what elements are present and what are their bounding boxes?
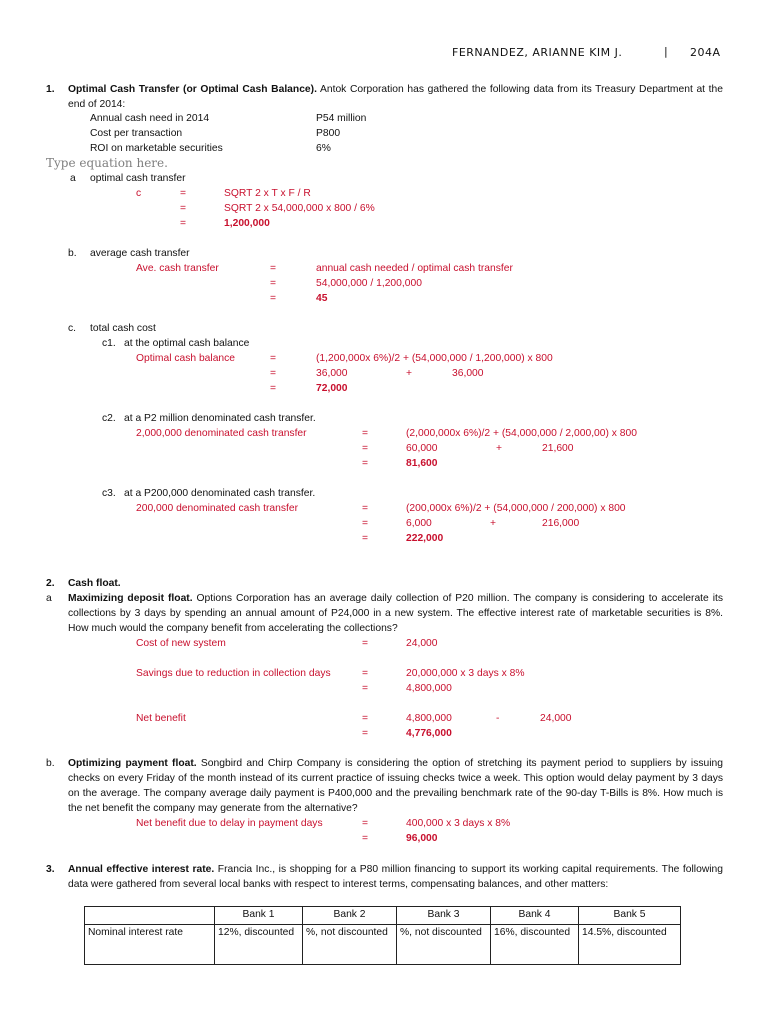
equals-sign: =	[270, 263, 277, 274]
table-header-cell: Bank 5	[579, 907, 681, 925]
q1-number: 1.	[46, 84, 55, 95]
plus-sign: +	[406, 368, 413, 379]
q1c-letter: c.	[68, 323, 77, 334]
table-cell: Nominal interest rate	[85, 925, 215, 965]
q1a-variable: c	[136, 188, 142, 199]
q2b-text: Songbird and Chirp Company is considering the option of stretching its payment period to suppliers by issuing checks on every Friday of the month instead of its current practice of issuing checks twice a week. This option would delay payment by 3 days on the average. The company average daily payment is P400,000 and the prevailing benchmark rate of the 90-day T-Bills is 8%. How much is the net benefit the company may generate from the alternative?	[68, 758, 723, 814]
plus-sign: +	[490, 518, 497, 529]
net-benefit-result: 4,776,000	[406, 728, 452, 739]
equals-sign: =	[180, 188, 187, 199]
given-value: P800	[316, 128, 341, 139]
q2b-letter: b.	[46, 758, 55, 769]
q1a-formula: SQRT 2 x T x F / R	[224, 188, 311, 199]
c3-formula: (200,000x 6%)/2 + (54,000,000 / 200,000) x 800	[406, 503, 626, 514]
q1-paragraph	[68, 82, 723, 112]
c1-number: c1.	[102, 338, 116, 349]
table-header-cell: Bank 4	[491, 907, 579, 925]
net-benefit-value-2: 24,000	[540, 713, 572, 724]
savings-value: 4,800,000	[406, 683, 452, 694]
c1-variable: Optimal cash balance	[136, 353, 236, 364]
q2-number: 2.	[46, 578, 55, 589]
q1b-result: 45	[316, 293, 328, 304]
table-header-cell: Bank 3	[397, 907, 491, 925]
equals-sign: =	[362, 713, 369, 724]
equals-sign: =	[270, 293, 277, 304]
table-cell: %, not discounted	[397, 925, 491, 965]
q1c-label: total cash cost	[90, 323, 156, 334]
q1a-substitution: SQRT 2 x 54,000,000 x 800 / 6%	[224, 203, 375, 214]
q3-text: Francia Inc., is shopping for a P80 million financing to support its working capital requirements. The following data were gathered from several local banks with respect to interest terms, compensating balances, and other matters:	[68, 864, 724, 890]
table-cell: %, not discounted	[303, 925, 397, 965]
given-label: ROI on marketable securities	[90, 143, 223, 154]
c3-number: c3.	[102, 488, 116, 499]
table-header-cell: Bank 1	[215, 907, 303, 925]
c2-number: c2.	[102, 413, 116, 424]
c1-formula: (1,200,000x 6%)/2 + (54,000,000 / 1,200,000) x 800	[316, 353, 553, 364]
equals-sign: =	[270, 368, 277, 379]
q2a-paragraph	[68, 591, 723, 636]
equals-sign: =	[362, 518, 369, 529]
q1b-formula: annual cash needed / optimal cash transfer	[316, 263, 513, 274]
savings-formula: 20,000,000 x 3 days x 8%	[406, 668, 525, 679]
equals-sign: =	[362, 458, 369, 469]
q1-text: Antok Corporation has gathered the following data from its Treasury Department at the end of 2014:	[68, 84, 723, 110]
c3-variable: 200,000 denominated cash transfer	[136, 503, 299, 514]
c2-label: at a P2 million denominated cash transfer.	[124, 413, 316, 424]
net-benefit-label: Net benefit	[136, 713, 186, 724]
equals-sign: =	[362, 833, 369, 844]
table-cell: 16%, discounted	[491, 925, 579, 965]
equals-sign: =	[362, 503, 369, 514]
equals-sign: =	[362, 428, 369, 439]
q2a-text: Options Corporation has an average daily collection of P20 million. The company is considering to accelerate its collections by 3 days by spending an annual amount of P24,000 in a new system. The effective interest rate of marketable securities is 8%. How much would the company benefit from accelerating the collections?	[68, 593, 723, 634]
c3-value-1: 6,000	[406, 518, 432, 529]
section-code: 204A	[690, 46, 721, 59]
header-separator: |	[664, 45, 669, 58]
equals-sign: =	[362, 668, 369, 679]
equation-placeholder[interactable]: Type equation here.	[46, 156, 168, 170]
student-name: FERNANDEZ, ARIANNE KIM J.	[452, 46, 623, 59]
savings-label: Savings due to reduction in collection days	[136, 668, 331, 679]
equals-sign: =	[362, 818, 369, 829]
plus-sign: +	[496, 443, 503, 454]
q3-number: 3.	[46, 864, 55, 875]
payment-delay-result: 96,000	[406, 833, 438, 844]
q1b-variable: Ave. cash transfer	[136, 263, 219, 274]
q1b-substitution: 54,000,000 / 1,200,000	[316, 278, 422, 289]
equals-sign: =	[270, 278, 277, 289]
table-header-row	[85, 907, 681, 925]
bank-comparison-table	[84, 906, 681, 965]
table-cell: 12%, discounted	[215, 925, 303, 965]
given-label: Annual cash need in 2014	[90, 113, 210, 124]
minus-sign: -	[496, 713, 500, 724]
c2-value-1: 60,000	[406, 443, 438, 454]
c3-result: 222,000	[406, 533, 444, 544]
equals-sign: =	[180, 218, 187, 229]
q1a-result: 1,200,000	[224, 218, 270, 229]
equals-sign: =	[362, 443, 369, 454]
c1-value-1: 36,000	[316, 368, 348, 379]
c2-variable: 2,000,000 denominated cash transfer	[136, 428, 307, 439]
q1a-label: optimal cash transfer	[90, 173, 186, 184]
equals-sign: =	[362, 533, 369, 544]
table-header-cell: Bank 2	[303, 907, 397, 925]
c1-label: at the optimal cash balance	[124, 338, 250, 349]
table-row	[85, 925, 681, 965]
q2a-title: Maximizing deposit float.	[68, 593, 193, 604]
payment-delay-formula: 400,000 x 3 days x 8%	[406, 818, 511, 829]
given-value: P54 million	[316, 113, 367, 124]
given-label: Cost per transaction	[90, 128, 183, 139]
q2b-title: Optimizing payment float.	[68, 758, 197, 769]
q1b-label: average cash transfer	[90, 248, 190, 259]
q1-title: Optimal Cash Transfer (or Optimal Cash Balance).	[68, 84, 317, 95]
q1b-letter: b.	[68, 248, 77, 259]
c3-value-2: 216,000	[542, 518, 580, 529]
q2a-letter: a	[46, 593, 52, 604]
c2-result: 81,600	[406, 458, 438, 469]
q2-title: Cash float.	[68, 578, 121, 589]
equals-sign: =	[362, 728, 369, 739]
equals-sign: =	[362, 638, 369, 649]
c1-value-2: 36,000	[452, 368, 484, 379]
cost-value: 24,000	[406, 638, 438, 649]
c1-result: 72,000	[316, 383, 348, 394]
payment-delay-label: Net benefit due to delay in payment days	[136, 818, 323, 829]
q3-paragraph	[68, 862, 723, 892]
equals-sign: =	[270, 383, 277, 394]
given-value: 6%	[316, 143, 331, 154]
equals-sign: =	[180, 203, 187, 214]
q2b-paragraph	[68, 756, 723, 816]
table-header-cell	[85, 907, 215, 925]
net-benefit-value-1: 4,800,000	[406, 713, 452, 724]
c2-value-2: 21,600	[542, 443, 574, 454]
table-cell: 14.5%, discounted	[579, 925, 681, 965]
q3-title: Annual effective interest rate.	[68, 864, 215, 875]
equals-sign: =	[362, 683, 369, 694]
equals-sign: =	[270, 353, 277, 364]
c2-formula: (2,000,000x 6%)/2 + (54,000,000 / 2,000,00) x 800	[406, 428, 637, 439]
q1a-letter: a	[70, 173, 76, 184]
cost-label: Cost of new system	[136, 638, 226, 649]
c3-label: at a P200,000 denominated cash transfer.	[124, 488, 316, 499]
